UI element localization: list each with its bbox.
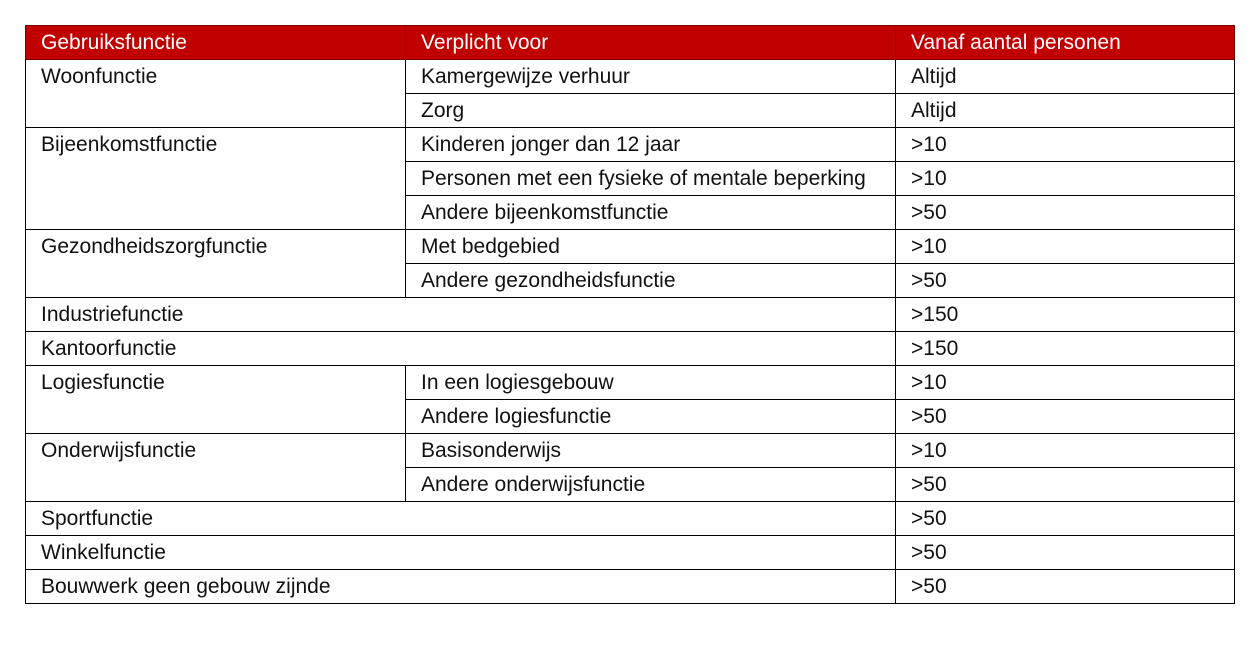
function-cell: Kantoorfunctie xyxy=(26,332,896,366)
threshold-cell: >10 xyxy=(896,128,1235,162)
threshold-cell: >10 xyxy=(896,230,1235,264)
function-cell: Industriefunctie xyxy=(26,298,896,332)
requirement-cell: Met bedgebied xyxy=(406,230,896,264)
requirement-cell: Kamergewijze verhuur xyxy=(406,60,896,94)
threshold-cell: >50 xyxy=(896,400,1235,434)
threshold-cell: >50 xyxy=(896,536,1235,570)
threshold-cell: Altijd xyxy=(896,60,1235,94)
table-body xyxy=(26,60,1235,604)
table-row xyxy=(26,570,1235,604)
function-cell: Gezondheidszorgfunctie xyxy=(26,230,406,298)
threshold-cell: >10 xyxy=(896,434,1235,468)
requirement-cell: Kinderen jonger dan 12 jaar xyxy=(406,128,896,162)
threshold-cell: >10 xyxy=(896,162,1235,196)
table-row xyxy=(26,298,1235,332)
table-container xyxy=(25,25,1234,604)
table-row xyxy=(26,536,1235,570)
function-cell: Woonfunctie xyxy=(26,60,406,128)
threshold-cell: >50 xyxy=(896,502,1235,536)
threshold-cell: >10 xyxy=(896,366,1235,400)
requirement-cell: Zorg xyxy=(406,94,896,128)
header-row xyxy=(26,26,1235,60)
header-verplicht-voor: Verplicht voor xyxy=(406,26,896,60)
table-row xyxy=(26,128,1235,162)
table-header xyxy=(26,26,1235,60)
threshold-cell: >150 xyxy=(896,332,1235,366)
function-cell: Bijeenkomstfunctie xyxy=(26,128,406,230)
table-row xyxy=(26,230,1235,264)
sprinkler-requirements-table xyxy=(25,25,1235,604)
table-row xyxy=(26,60,1235,94)
function-cell: Winkelfunctie xyxy=(26,536,896,570)
table-row xyxy=(26,332,1235,366)
requirement-cell: Andere onderwijsfunctie xyxy=(406,468,896,502)
threshold-cell: >50 xyxy=(896,570,1235,604)
requirement-cell: Andere gezondheidsfunctie xyxy=(406,264,896,298)
function-cell: Bouwwerk geen gebouw zijnde xyxy=(26,570,896,604)
threshold-cell: Altijd xyxy=(896,94,1235,128)
header-vanaf-aantal-personen: Vanaf aantal personen xyxy=(896,26,1235,60)
threshold-cell: >50 xyxy=(896,264,1235,298)
table-row xyxy=(26,434,1235,468)
threshold-cell: >150 xyxy=(896,298,1235,332)
requirement-cell: Andere logiesfunctie xyxy=(406,400,896,434)
table-row xyxy=(26,366,1235,400)
table-row xyxy=(26,502,1235,536)
function-cell: Logiesfunctie xyxy=(26,366,406,434)
requirement-cell: Basisonderwijs xyxy=(406,434,896,468)
requirement-cell: In een logiesgebouw xyxy=(406,366,896,400)
threshold-cell: >50 xyxy=(896,196,1235,230)
requirement-cell: Andere bijeenkomstfunctie xyxy=(406,196,896,230)
header-gebruiksfunctie: Gebruiksfunctie xyxy=(26,26,406,60)
function-cell: Onderwijsfunctie xyxy=(26,434,406,502)
threshold-cell: >50 xyxy=(896,468,1235,502)
requirement-cell: Personen met een fysieke of mentale beperking xyxy=(406,162,896,196)
function-cell: Sportfunctie xyxy=(26,502,896,536)
